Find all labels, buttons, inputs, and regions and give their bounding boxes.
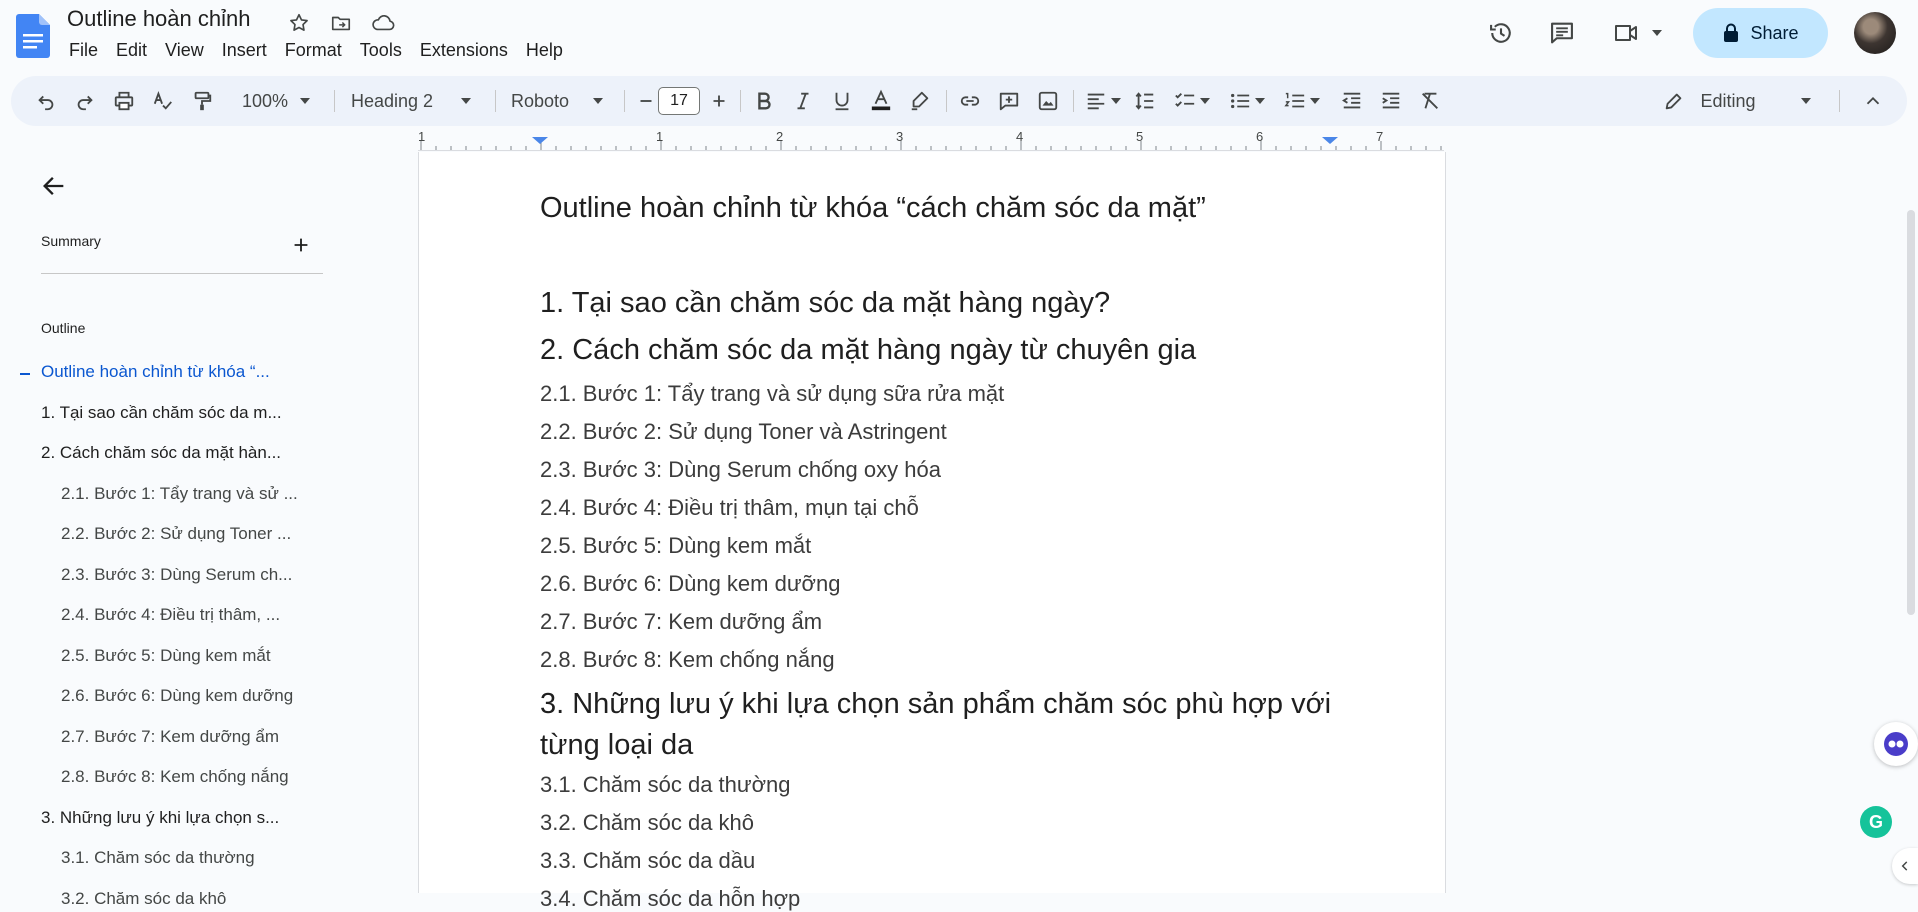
menu-extensions[interactable]: Extensions <box>419 40 508 60</box>
heading-3-line[interactable]: 3.2. Chăm sóc da khô <box>540 810 755 835</box>
outline-item[interactable]: 2.3. Bước 3: Dùng Serum ch... <box>61 564 293 584</box>
align-select[interactable] <box>1081 76 1125 126</box>
menu-view[interactable]: View <box>165 40 204 60</box>
outline-item[interactable]: 2.5. Bước 5: Dùng kem mắt <box>61 645 271 665</box>
outline-item[interactable]: 3.1. Chăm sóc da thường <box>61 848 255 867</box>
heading-3-line[interactable]: 3.3. Chăm sóc da dầu <box>540 848 756 873</box>
underline-icon[interactable] <box>825 76 859 126</box>
checklist-icon <box>1174 90 1196 112</box>
font-value: Roboto <box>511 90 570 111</box>
add-summary-icon[interactable] <box>290 234 312 256</box>
share-label: Share <box>1750 22 1799 43</box>
menu-tools[interactable]: Tools <box>359 40 402 60</box>
active-heading-indicator <box>20 373 30 375</box>
heading-3-line[interactable]: 2.2. Bước 2: Sử dụng Toner và Astringent <box>540 419 947 444</box>
menu-file[interactable]: File <box>69 40 99 60</box>
ruler-label-7: 7 <box>1376 129 1384 144</box>
outline-item[interactable]: 2.1. Bước 1: Tẩy trang và sử ... <box>61 483 298 503</box>
scrollbar-thumb[interactable] <box>1907 210 1915 615</box>
redo-icon[interactable] <box>68 76 102 126</box>
numbered-list-select[interactable] <box>1277 76 1327 126</box>
outline-item[interactable]: 3. Những lưu ý khi lựa chọn s... <box>41 807 280 827</box>
document-title[interactable]: Outline hoàn chỉnh <box>67 6 251 31</box>
italic-icon[interactable] <box>786 76 820 126</box>
spellcheck-icon[interactable] <box>146 76 180 126</box>
chevron-down-icon <box>300 98 310 104</box>
highlight-icon[interactable] <box>903 76 937 126</box>
editing-mode-select[interactable] <box>1651 76 1823 126</box>
ruler-label-1b: 1 <box>656 129 664 144</box>
version-history-icon[interactable] <box>1480 12 1522 54</box>
outline-item[interactable]: 1. Tại sao cần chăm sóc da m... <box>41 402 282 422</box>
checklist-select[interactable] <box>1167 76 1217 126</box>
ruler-label-2: 2 <box>776 129 784 144</box>
outline-item[interactable]: 2.4. Bước 4: Điều trị thâm, ... <box>61 605 281 624</box>
editing-mode-value: Editing <box>1700 90 1756 111</box>
outline-item[interactable]: 2.2. Bước 2: Sử dụng Toner ... <box>61 524 292 543</box>
heading-3-line[interactable]: 2.4. Bước 4: Điều trị thâm, mụn tại chỗ <box>540 495 919 520</box>
grammarly-icon[interactable]: G <box>1860 806 1892 838</box>
chevron-left-icon[interactable] <box>1892 848 1918 884</box>
add-comment-icon[interactable] <box>992 76 1026 126</box>
toolbar <box>11 76 1907 126</box>
outline-label: Outline <box>41 320 86 336</box>
line-spacing-icon[interactable] <box>1128 76 1162 126</box>
left-indent-marker[interactable] <box>532 137 548 144</box>
outline-item[interactable]: 2.7. Bước 7: Kem dưỡng ẩm <box>61 726 279 746</box>
move-folder-icon[interactable] <box>328 10 354 36</box>
bulleted-list-select[interactable] <box>1222 76 1272 126</box>
menu-help[interactable]: Help <box>525 40 563 60</box>
document-heading-title[interactable]: Outline hoàn chỉnh từ khóa “cách chăm sóc da mặt” <box>540 192 1206 224</box>
align-left-icon <box>1085 90 1107 112</box>
assistant-bubble-icon[interactable] <box>1874 722 1918 766</box>
cloud-saved-icon[interactable] <box>370 10 396 36</box>
insert-image-icon[interactable] <box>1031 76 1065 126</box>
paragraph-style-select[interactable] <box>341 76 481 126</box>
increase-indent-icon[interactable] <box>1374 76 1408 126</box>
collapse-menus-icon[interactable] <box>1856 76 1890 126</box>
heading-2-line[interactable]: từng loại da <box>540 729 694 761</box>
avatar[interactable] <box>1854 12 1896 54</box>
outline-item[interactable]: Outline hoàn chỉnh từ khóa “... <box>41 362 270 381</box>
heading-3-line[interactable]: 2.8. Bước 8: Kem chống nắng <box>540 647 835 672</box>
heading-3-line[interactable]: 2.5. Bước 5: Dùng kem mắt <box>540 533 812 558</box>
chevron-down-icon <box>1111 98 1121 104</box>
decrease-indent-icon[interactable] <box>1335 76 1369 126</box>
chevron-down-icon <box>1652 30 1662 36</box>
chevron-down-icon <box>1255 98 1265 104</box>
menu-bar <box>60 38 572 63</box>
meet-button[interactable] <box>1606 12 1670 54</box>
outline-item[interactable]: 2. Cách chăm sóc da mặt hàn... <box>41 443 282 462</box>
bold-icon[interactable] <box>747 76 781 126</box>
heading-2-line[interactable]: 2. Cách chăm sóc da mặt hàng ngày từ chuyên gia <box>540 334 1197 366</box>
heading-3-line[interactable]: 2.6. Bước 6: Dùng kem dưỡng <box>540 571 841 596</box>
heading-3-line[interactable]: 2.1. Bước 1: Tẩy trang và sử dụng sữa rửa mặt <box>540 381 1005 406</box>
chevron-down-icon <box>593 98 603 104</box>
heading-3-line[interactable]: 2.7. Bước 7: Kem dưỡng ẩm <box>540 609 823 634</box>
chevron-down-icon <box>1310 98 1320 104</box>
summary-label: Summary <box>41 233 101 249</box>
zoom-select[interactable] <box>231 76 321 126</box>
outline-item[interactable]: 2.8. Bước 8: Kem chống nắng <box>61 767 289 786</box>
heading-3-line[interactable]: 2.3. Bước 3: Dùng Serum chống oxy hóa <box>540 457 941 482</box>
style-value: Heading 2 <box>351 90 434 111</box>
comments-icon[interactable] <box>1541 12 1583 54</box>
ruler <box>418 127 1444 151</box>
clear-formatting-icon[interactable] <box>1413 76 1447 126</box>
undo-icon[interactable] <box>29 76 63 126</box>
chevron-down-icon <box>1801 98 1811 104</box>
document-page[interactable] <box>418 152 1446 911</box>
outline-item[interactable]: 2.6. Bước 6: Dùng kem dưỡng <box>61 686 294 705</box>
zoom-value: 100% <box>241 90 289 111</box>
decrease-font-size-icon[interactable] <box>631 76 661 126</box>
numbered-list-icon <box>1284 90 1306 112</box>
heading-2-line[interactable]: 1. Tại sao cần chăm sóc da mặt hàng ngày? <box>540 287 1111 319</box>
paint-format-icon[interactable] <box>185 76 219 126</box>
chevron-down-icon <box>1200 98 1210 104</box>
text-color-icon[interactable] <box>864 76 898 126</box>
ruler-label-3: 3 <box>896 129 904 144</box>
ruler-label-5: 5 <box>1136 129 1144 144</box>
outline-item[interactable]: 3.2. Chăm sóc da khô <box>61 888 227 908</box>
print-icon[interactable] <box>107 76 141 126</box>
back-arrow-icon[interactable] <box>40 172 68 200</box>
menu-insert[interactable]: Insert <box>221 40 267 60</box>
chevron-down-icon <box>461 98 471 104</box>
document-outline-panel <box>0 152 418 908</box>
video-camera-icon <box>1614 21 1642 45</box>
star-icon[interactable] <box>286 10 312 36</box>
insert-link-icon[interactable] <box>953 76 987 126</box>
menu-edit[interactable]: Edit <box>116 40 148 60</box>
ruler-label-1: 1 <box>418 129 426 144</box>
ruler-label-4: 4 <box>1016 129 1024 144</box>
lock-icon <box>1722 23 1740 43</box>
ruler-label-6: 6 <box>1256 129 1264 144</box>
share-button[interactable] <box>1693 8 1828 58</box>
font-size-input[interactable]: 17 <box>658 87 700 115</box>
pencil-icon <box>1663 90 1685 112</box>
heading-2-line[interactable]: 3. Những lưu ý khi lựa chọn sản phẩm chăm sóc phù hợp với <box>540 688 1332 720</box>
font-select[interactable] <box>501 76 613 126</box>
menu-format[interactable]: Format <box>284 40 342 60</box>
bulleted-list-icon <box>1229 90 1251 112</box>
right-indent-marker[interactable] <box>1322 137 1338 144</box>
docs-logo-icon[interactable] <box>16 14 50 58</box>
heading-3-line[interactable]: 3.1. Chăm sóc da thường <box>540 772 791 797</box>
heading-3-line[interactable]: 3.4. Chăm sóc da hỗn hợp <box>540 886 801 911</box>
increase-font-size-icon[interactable] <box>704 76 734 126</box>
